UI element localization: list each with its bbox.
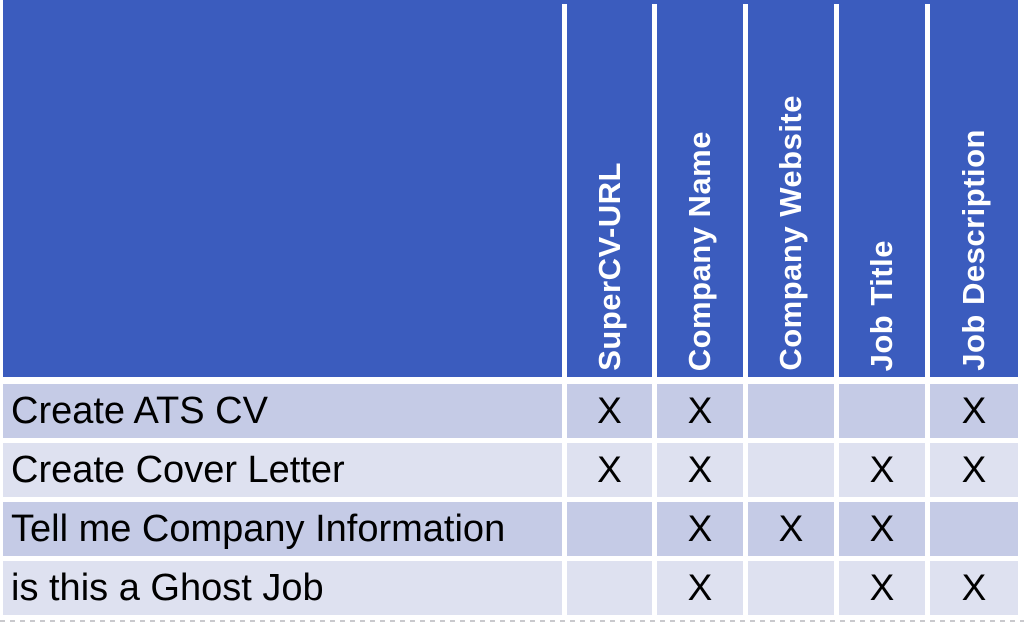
mark-cell [748,443,834,497]
column-header-company-website [748,4,834,377]
row-label-tell-me-company-information: Tell me Company Information [3,502,562,556]
mark-cell: X [930,384,1018,438]
column-header-label: Company Name [682,130,717,371]
mark-cell: X [930,443,1018,497]
row-label-create-cover-letter: Create Cover Letter [3,443,562,497]
mark-cell: X [657,384,743,438]
mark-cell: X [839,502,925,556]
table-body [3,384,1018,615]
mark-cell: X [657,561,743,615]
mark-cell: X [567,443,652,497]
row-label-is-this-a-ghost-job: is this a Ghost Job [3,561,562,615]
table-header-row [3,0,1018,377]
column-header-company-name [657,4,743,377]
header-spacer-cell [3,4,562,377]
mark-cell [930,502,1018,556]
mark-cell [748,384,834,438]
column-header-label: Job Description [956,129,991,371]
mark-cell [748,561,834,615]
column-header-job-description [930,4,1018,377]
column-header-job-title [839,4,925,377]
mark-cell: X [657,443,743,497]
row-label-create-ats-cv: Create ATS CV [3,384,562,438]
mark-cell [567,502,652,556]
bottom-dashed-rule [0,620,1024,622]
mark-cell: X [839,443,925,497]
mark-cell: X [930,561,1018,615]
column-header-supercv-url [567,4,652,377]
mark-cell: X [567,384,652,438]
mark-cell [839,384,925,438]
feature-matrix-table [3,0,1018,615]
mark-cell [567,561,652,615]
mark-cell: X [657,502,743,556]
column-header-label: Company Website [773,95,808,371]
mark-cell: X [748,502,834,556]
column-header-label: SuperCV-URL [591,162,627,371]
mark-cell: X [839,561,925,615]
column-header-label: Job Title [864,239,899,371]
